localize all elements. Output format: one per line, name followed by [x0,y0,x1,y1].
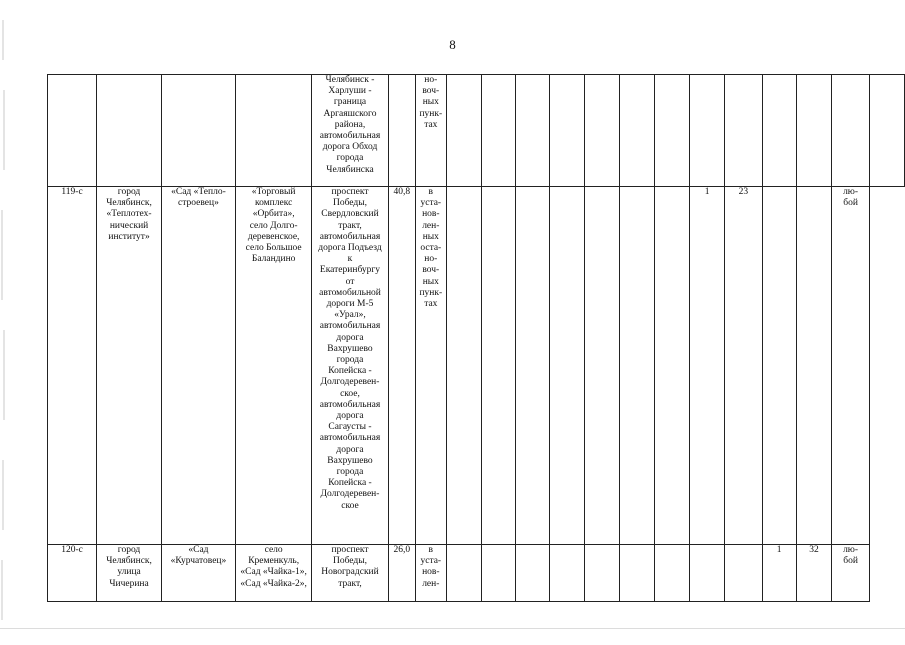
cell-from: город Челябинск, улица Чичерина [97,545,162,602]
cell-to: «Сад «Курчатовец» [161,545,235,602]
cell-stop-mode: лю- бой [832,545,870,602]
cell-to: «Сад «Тепло- строевец» [161,187,235,545]
cell-route: проспект Победы, Свердловский тракт, автомобильная дорога Подъезд к Екатеринбургу от автомобильной дороги М-5 «Урал», автомобильная дорога Вахрушево города Копейска - Долгодеревен- ское, автомобильная дорога Сагаусты - автомобильная дорога Вахрушево города Копейска - Долгодеревен- ское [312,187,388,545]
table-row-120 [48,545,905,602]
cell-length [388,75,415,187]
cell-stop-mode: лю- бой [832,187,870,545]
routes-table [47,74,905,602]
cell-length: 26,0 [388,545,415,602]
scan-bottom-line [0,628,905,629]
table-row-119 [48,187,905,545]
cell-stops: село Кременкуль, «Сад «Чайка-1», «Сад «Чайка-2», [235,545,311,602]
scan-edge-artifact [0,0,8,640]
cell-route: проспект Победы, Новоградский тракт, [312,545,388,602]
table-row-continued [48,75,905,187]
cell-from [97,75,162,187]
cell-to [161,75,235,187]
cell-stop-order: в уста- нов- лен- ных оста- но- воч- ных пунк- тах [416,187,447,545]
cell-stop-order: но- воч- ных пунк- тах [416,75,447,187]
cell-number: 119-с [48,187,97,545]
cell-route: Челябинск - Харлуши - граница Аргаяшского района, автомобильная дорога Обход города Челябинска [312,75,388,187]
cell-stops [235,75,311,187]
cell-vehicle-count: 1 [690,187,725,545]
cell-vehicle-value: 32 [796,545,831,602]
cell-stops: «Торговый комплекс «Орбита», село Долго- деревенское, село Большое Баландино [235,187,311,545]
cell-from: город Челябинск, «Теплотех- нический институт» [97,187,162,545]
cell-vehicle-value: 23 [725,187,762,545]
cell-number [48,75,97,187]
page-number: 8 [449,37,456,52]
cell-length: 40,8 [388,187,415,545]
cell-number: 120-с [48,545,97,602]
cell-stop-order: в уста- нов- лен- [416,545,447,602]
cell-vehicle-count: 1 [762,545,796,602]
